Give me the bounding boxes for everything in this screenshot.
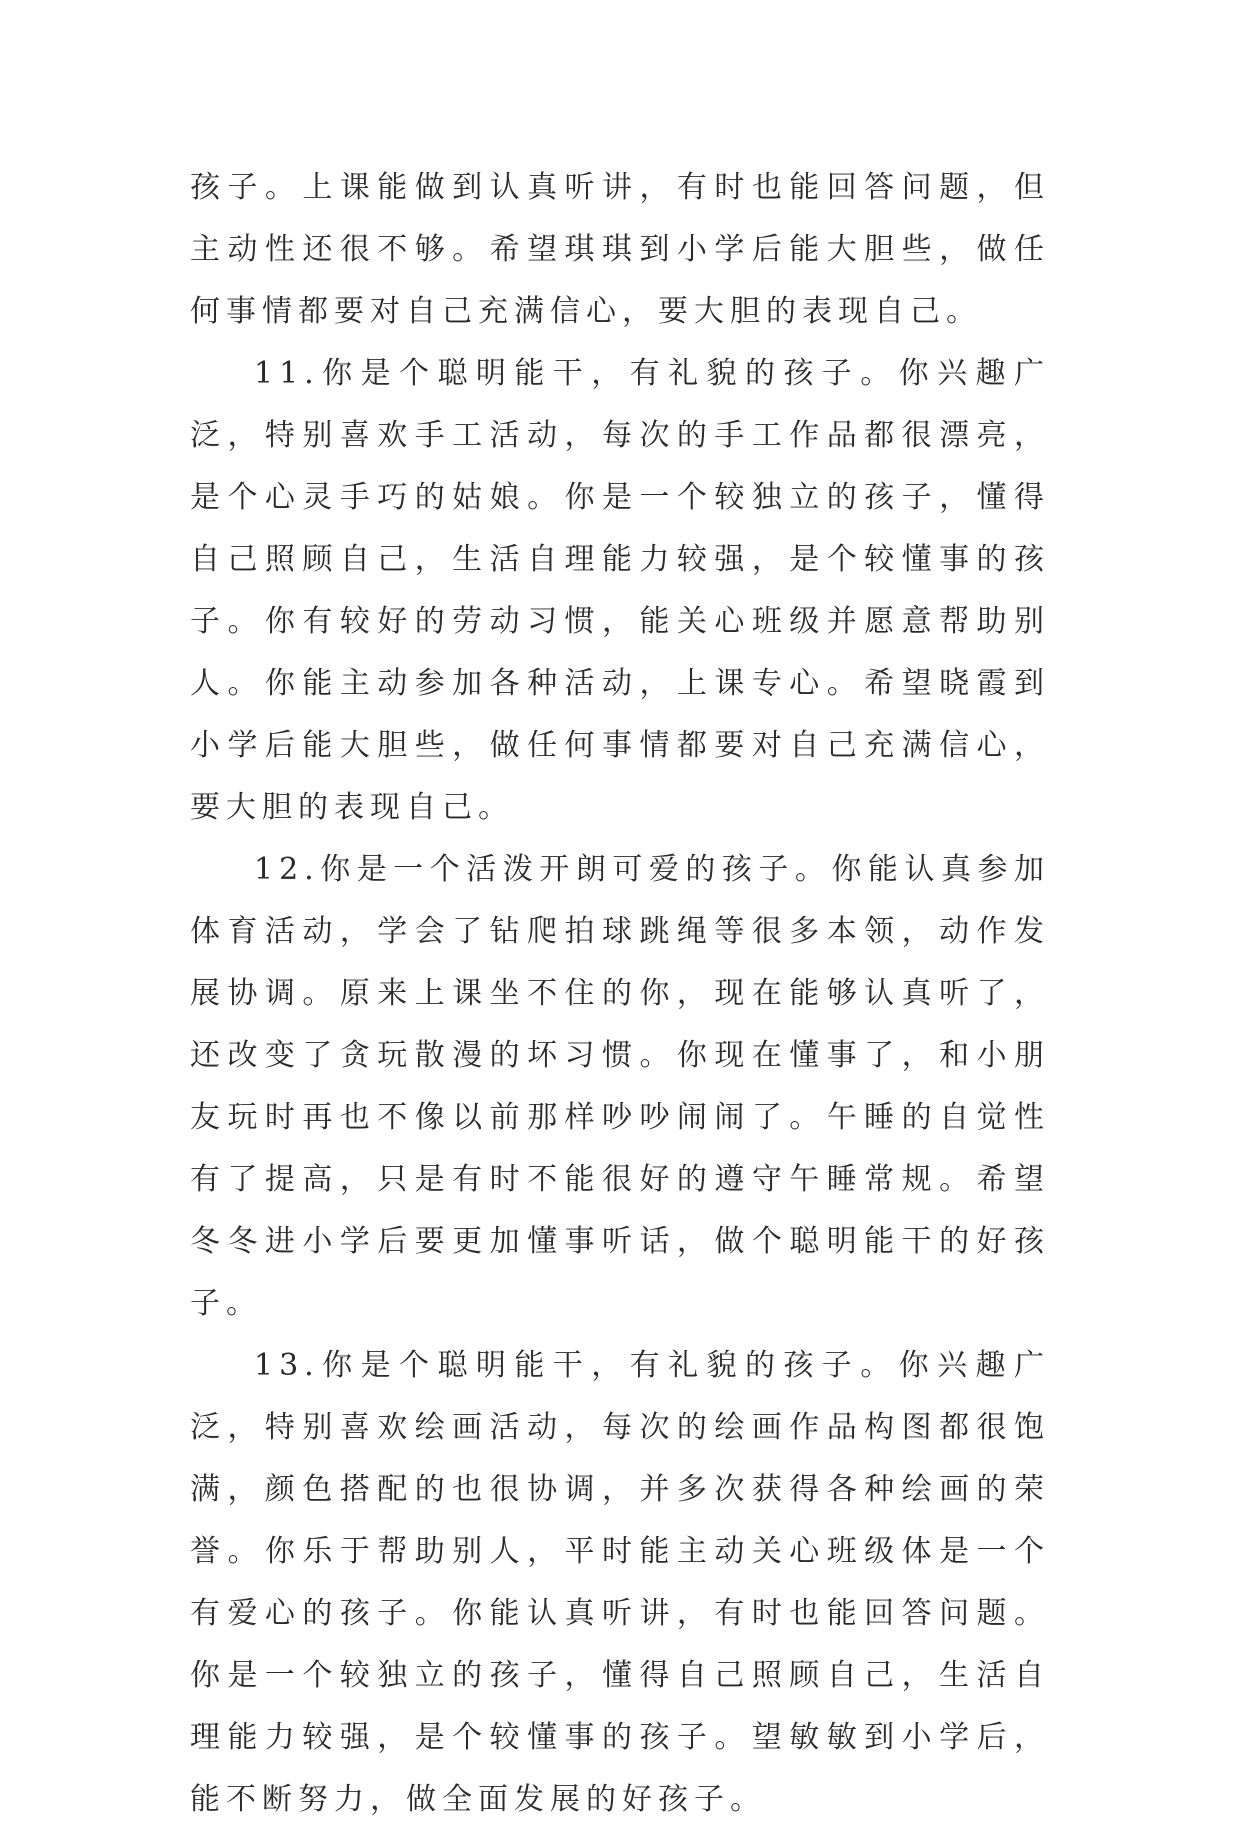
paragraph-item-12: 12.你是一个活泼开朗可爱的孩子。你能认真参加体育活动，学会了钻爬拍球跳绳等很多本领，动作发展协调。原来上课坐不住的你，现在能够认真听了，还改变了贪玩散漫的坏习惯。你现在懂事了，和小朋友玩时再也不像以前那样吵吵闹闹了。午睡的自觉性有了提高，只是有时不能很好的遵守午睡常规。希望冬冬进小学后要更加懂事听话，做个聪明能干的好孩子。	[190, 852, 1050, 1321]
document-body	[190, 157, 1050, 1831]
paragraph-item-11: 11.你是个聪明能干，有礼貌的孩子。你兴趣广泛，特别喜欢手工活动，每次的手工作品都很漂亮，是个心灵手巧的姑娘。你是一个较独立的孩子，懂得自己照顾自己，生活自理能力较强，是个较懂事的孩子。你有较好的劳动习惯，能关心班级并愿意帮助别人。你能主动参加各种活动，上课专心。希望晓霞到小学后能大胆些，做任何事情都要对自己充满信心，要大胆的表现自己。	[190, 356, 1050, 825]
paragraph-item-13: 13.你是个聪明能干，有礼貌的孩子。你兴趣广泛，特别喜欢绘画活动，每次的绘画作品构图都很饱满，颜色搭配的也很协调，并多次获得各种绘画的荣誉。你乐于帮助别人，平时能主动关心班级体是一个有爱心的孩子。你能认真听讲，有时也能回答问题。你是一个较独立的孩子，懂得自己照顾自己，生活自理能力较强，是个较懂事的孩子。望敏敏到小学后，能不断努力，做全面发展的好孩子。	[190, 1348, 1050, 1817]
paragraph-continuation: 孩子。上课能做到认真听讲，有时也能回答问题，但主动性还很不够。希望琪琪到小学后能大胆些，做任何事情都要对自己充满信心，要大胆的表现自己。	[190, 170, 1050, 329]
